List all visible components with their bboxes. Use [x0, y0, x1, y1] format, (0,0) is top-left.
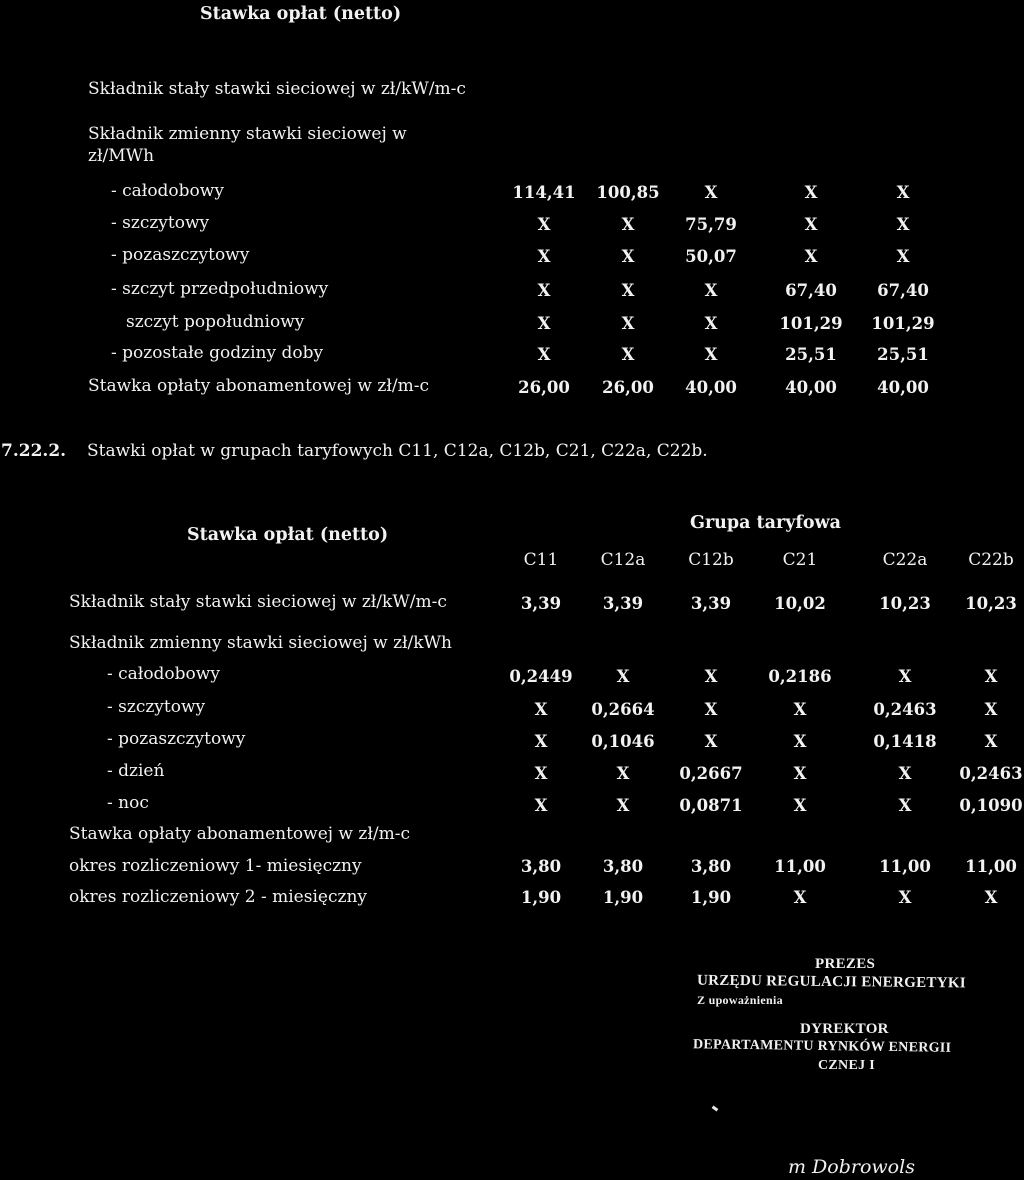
table1-cell: X [804, 247, 818, 266]
table1-cell: X [804, 183, 818, 202]
table2-cell: 10,23 [879, 594, 931, 613]
table2-cell: 0,2186 [768, 667, 832, 686]
table1-fixed-label: Składnik stały stawki sieciowej w zł/kW/m-c [88, 79, 466, 99]
table1-cell: X [537, 281, 551, 300]
table1-cell: 101,29 [871, 314, 935, 333]
table1-cell: 67,40 [785, 281, 837, 300]
table2-row-label: - noc [107, 793, 149, 813]
table1-cell: X [896, 183, 910, 202]
table2-cell: X [616, 764, 630, 783]
table1-row-label: szczyt popołudniowy [126, 312, 305, 332]
table1-row-label: Stawka opłaty abonamentowej w zł/m-c [88, 376, 429, 396]
table1-row-label: - szczyt przedpołudniowy [111, 279, 329, 299]
table2-cell: 11,00 [965, 857, 1017, 876]
table1-cell: X [621, 215, 635, 234]
table1-cell: X [704, 281, 718, 300]
table2-cell: 0,2463 [873, 700, 937, 719]
table2-cell: X [534, 732, 548, 751]
table2-cell: X [534, 764, 548, 783]
table2-cell: X [534, 700, 548, 719]
table1-variable-unit: zł/MWh [88, 146, 155, 166]
table1-cell: X [896, 247, 910, 266]
table1-cell: X [621, 247, 635, 266]
table2-row-label: - szczytowy [107, 697, 206, 717]
table2-subscription-label: Stawka opłaty abonamentowej w zł/m-c [69, 824, 410, 844]
table1-cell: X [804, 215, 818, 234]
table1-cell: 100,85 [596, 183, 660, 202]
table1-row-label: - całodobowy [111, 181, 224, 201]
table1-cell: 67,40 [877, 281, 929, 300]
ink-mark [712, 1106, 719, 1112]
table2-cell: X [534, 796, 548, 815]
table2-cell: 0,2664 [591, 700, 655, 719]
table2-cell: 0,2449 [509, 667, 573, 686]
table2-cell: 0,1090 [959, 796, 1023, 815]
table2-cell: X [898, 764, 912, 783]
table1-cell: X [537, 345, 551, 364]
stamp-line-office: URZĘDU REGULACJI ENERGETYKI [696, 972, 967, 992]
table2-cell: X [984, 667, 998, 686]
table2-row-label: - całodobowy [107, 664, 220, 684]
table1-cell: X [621, 314, 635, 333]
table2-cell: X [793, 732, 807, 751]
stamp-line-authorization: Z upoważnienia [697, 993, 783, 1007]
table2-header: Stawka opłat (netto) [187, 525, 389, 545]
table2-cell: X [793, 796, 807, 815]
stamp-line-director: DYREKTOR [800, 1021, 889, 1037]
table2-cell: 0,0871 [679, 796, 743, 815]
table2-cell: 10,02 [774, 594, 826, 613]
table2-cell: X [898, 667, 912, 686]
table1-row-label: - szczytowy [111, 213, 210, 233]
table1-cell: 40,00 [685, 378, 737, 397]
table2-cell: X [898, 888, 912, 907]
table2-cell: X [793, 700, 807, 719]
stamp-line-prezes: PREZES [815, 956, 876, 972]
table2-cell: 3,39 [602, 594, 644, 613]
table1-cell: 25,51 [877, 345, 929, 364]
table1-row-label: - pozostałe godziny doby [111, 343, 324, 363]
table2-cell: X [616, 667, 630, 686]
stamp-line-department: DEPARTAMENTU RYNKÓW ENERGII [692, 1037, 952, 1056]
table2-cell: 3,39 [520, 594, 562, 613]
table2-group-header: Grupa taryfowa [690, 513, 841, 533]
table2-cell: X [793, 764, 807, 783]
table1-cell: 101,29 [779, 314, 843, 333]
table2-column-header: C22a [882, 550, 928, 570]
table2-cell: 11,00 [774, 857, 826, 876]
table2-cell: 3,39 [690, 594, 732, 613]
table2-cell: 3,80 [690, 857, 732, 876]
table1-cell: 40,00 [877, 378, 929, 397]
table2-cell: X [704, 700, 718, 719]
table2-cell: 0,1046 [591, 732, 655, 751]
section-title: Stawki opłat w grupach taryfowych C11, C12a, C12b, C21, C22a, C22b. [87, 441, 708, 461]
table2-cell: 3,80 [602, 857, 644, 876]
table2-cell: X [793, 888, 807, 907]
table1-cell: X [704, 183, 718, 202]
table2-cell: X [898, 796, 912, 815]
table2-column-header: C12a [600, 550, 646, 570]
table2-column-header: C12b [688, 550, 734, 570]
table1-cell: X [896, 215, 910, 234]
table2-cell: X [616, 796, 630, 815]
table2-cell: X [704, 667, 718, 686]
table2-fixed-label: Składnik stały stawki sieciowej w zł/kW/m-c [69, 592, 447, 612]
table1-cell: X [621, 345, 635, 364]
table1-cell: 40,00 [785, 378, 837, 397]
table2-cell: 1,90 [690, 888, 732, 907]
table1-row-label: - pozaszczytowy [111, 245, 250, 265]
signature: m Dobrowols [788, 1156, 915, 1178]
table1-cell: X [621, 281, 635, 300]
table2-cell: 1,90 [520, 888, 562, 907]
table2-cell: 11,00 [879, 857, 931, 876]
table2-cell: 1,90 [602, 888, 644, 907]
table2-cell: 0,2463 [959, 764, 1023, 783]
table2-cell: 10,23 [965, 594, 1017, 613]
table2-variable-label: Składnik zmienny stawki sieciowej w zł/kWh [69, 633, 453, 653]
table2-cell: X [984, 732, 998, 751]
table2-column-header: C11 [523, 550, 559, 570]
table2-cell: X [984, 700, 998, 719]
table2-cell: 0,1418 [873, 732, 937, 751]
table1-cell: 50,07 [685, 247, 737, 266]
table1-cell: X [704, 345, 718, 364]
table2-cell: X [984, 888, 998, 907]
table1-cell: X [537, 247, 551, 266]
table2-cell: 3,80 [520, 857, 562, 876]
table1-header: Stawka opłat (netto) [200, 4, 402, 24]
table2-cell: X [704, 732, 718, 751]
table1-cell: X [704, 314, 718, 333]
table2-row-label: - pozaszczytowy [107, 729, 246, 749]
table2-column-header: C21 [782, 550, 818, 570]
table2-period-label: okres rozliczeniowy 2 - miesięczny [69, 887, 367, 907]
stamp-line-cont: CZNEJ I [818, 1058, 875, 1073]
table2-column-header: C22b [968, 550, 1014, 570]
table1-cell: X [537, 314, 551, 333]
table1-cell: X [537, 215, 551, 234]
table1-cell: 75,79 [685, 215, 737, 234]
table1-variable-label: Składnik zmienny stawki sieciowej w [88, 124, 407, 144]
table1-cell: 25,51 [785, 345, 837, 364]
section-number: 7.22.2. [1, 441, 67, 461]
table1-cell: 26,00 [602, 378, 654, 397]
table2-row-label: - dzień [107, 761, 165, 781]
table1-cell: 114,41 [512, 183, 576, 202]
table2-period-label: okres rozliczeniowy 1- miesięczny [69, 856, 362, 876]
table1-cell: 26,00 [518, 378, 570, 397]
table2-cell: 0,2667 [679, 764, 743, 783]
